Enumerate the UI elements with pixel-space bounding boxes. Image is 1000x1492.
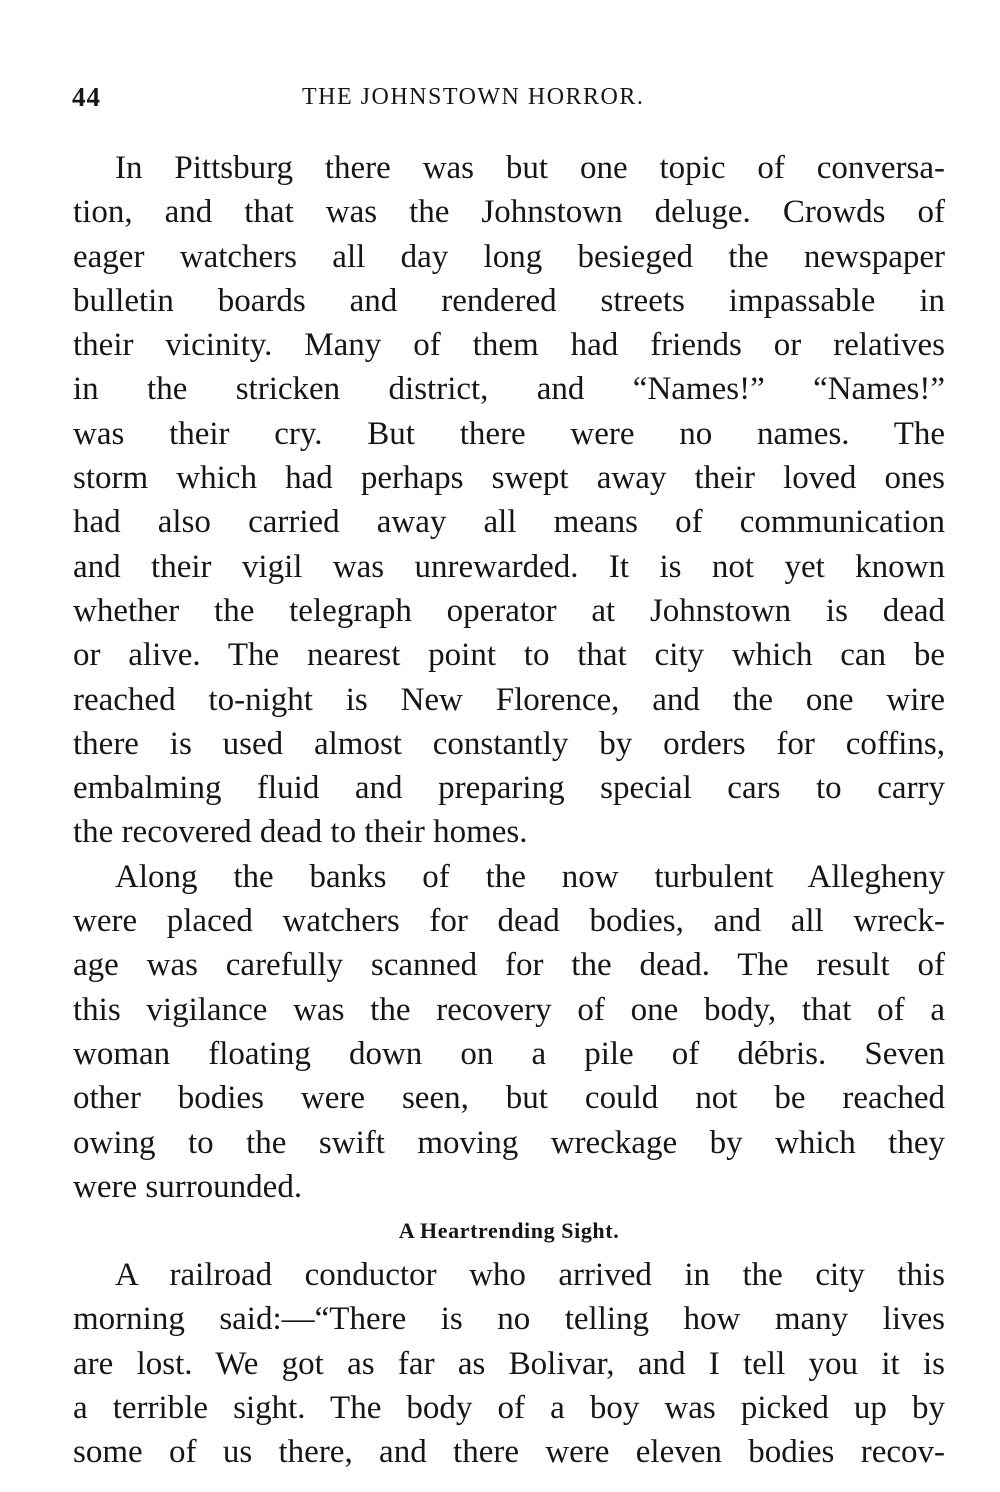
paragraph-pittsburg — [73, 146, 945, 855]
page-number: 44 — [72, 82, 101, 112]
text-line: Along the banks of the now turbulent Allegheny — [115, 858, 945, 895]
section-heading: A Heartrending Sight. — [398, 1218, 620, 1244]
text-line: owing to the swift moving wreckage by which they — [73, 1124, 945, 1161]
text-line: were surrounded. — [73, 1168, 303, 1205]
text-line: this vigilance was the recovery of one body, that of a — [73, 991, 945, 1028]
text-line: and their vigil was unrewarded. It is not yet known — [73, 548, 945, 585]
text-line: embalming fluid and preparing special cars to carry — [73, 770, 945, 807]
text-line: had also carried away all means of communication — [73, 504, 945, 541]
text-line: were placed watchers for dead bodies, and all wreck- — [73, 903, 945, 940]
text-line: in the stricken district, and “Names!” “Names!” — [73, 371, 945, 408]
text-line: morning said:—“There is no telling how many lives — [73, 1301, 945, 1338]
paragraph-conductor — [73, 1253, 945, 1474]
text-line: are lost. We got as far as Bolivar, and I tell you it is — [73, 1345, 945, 1382]
text-line: woman floating down on a pile of débris. Seven — [73, 1035, 945, 1072]
text-line: bulletin boards and rendered streets impassable in — [73, 282, 945, 319]
running-head — [72, 78, 944, 118]
text-line: whether the telegraph operator at Johnstown is dead — [73, 592, 945, 629]
text-line: some of us there, and there were eleven bodies recov- — [73, 1434, 945, 1471]
text-line: other bodies were seen, but could not be reached — [73, 1080, 945, 1117]
text-line: their vicinity. Many of them had friends or relatives — [73, 327, 945, 364]
text-line: In Pittsburg there was but one topic of conversa- — [115, 150, 945, 186]
text-line: reached to-night is New Florence, and the one wire — [73, 681, 945, 718]
text-line: there is used almost constantly by orders for coffins, — [73, 725, 945, 762]
text-line: tion, and that was the Johnstown deluge. Crowds of — [73, 194, 945, 231]
text-line: A railroad conductor who arrived in the city this — [115, 1257, 945, 1294]
body-text — [73, 146, 945, 1475]
text-line: was their cry. But there were no names. The — [73, 415, 945, 452]
text-line: a terrible sight. The body of a boy was picked up by — [73, 1390, 945, 1427]
running-title: THE JOHNSTOWN HORROR. — [302, 84, 645, 110]
text-line: or alive. The nearest point to that city which can be — [73, 637, 945, 674]
text-line: storm which had perhaps swept away their loved ones — [73, 460, 945, 497]
text-line: age was carefully scanned for the dead. The result of — [73, 947, 945, 984]
text-line: the recovered dead to their homes. — [73, 814, 528, 851]
paragraph-allegheny — [73, 855, 945, 1209]
text-line: eager watchers all day long besieged the newspaper — [73, 238, 945, 275]
